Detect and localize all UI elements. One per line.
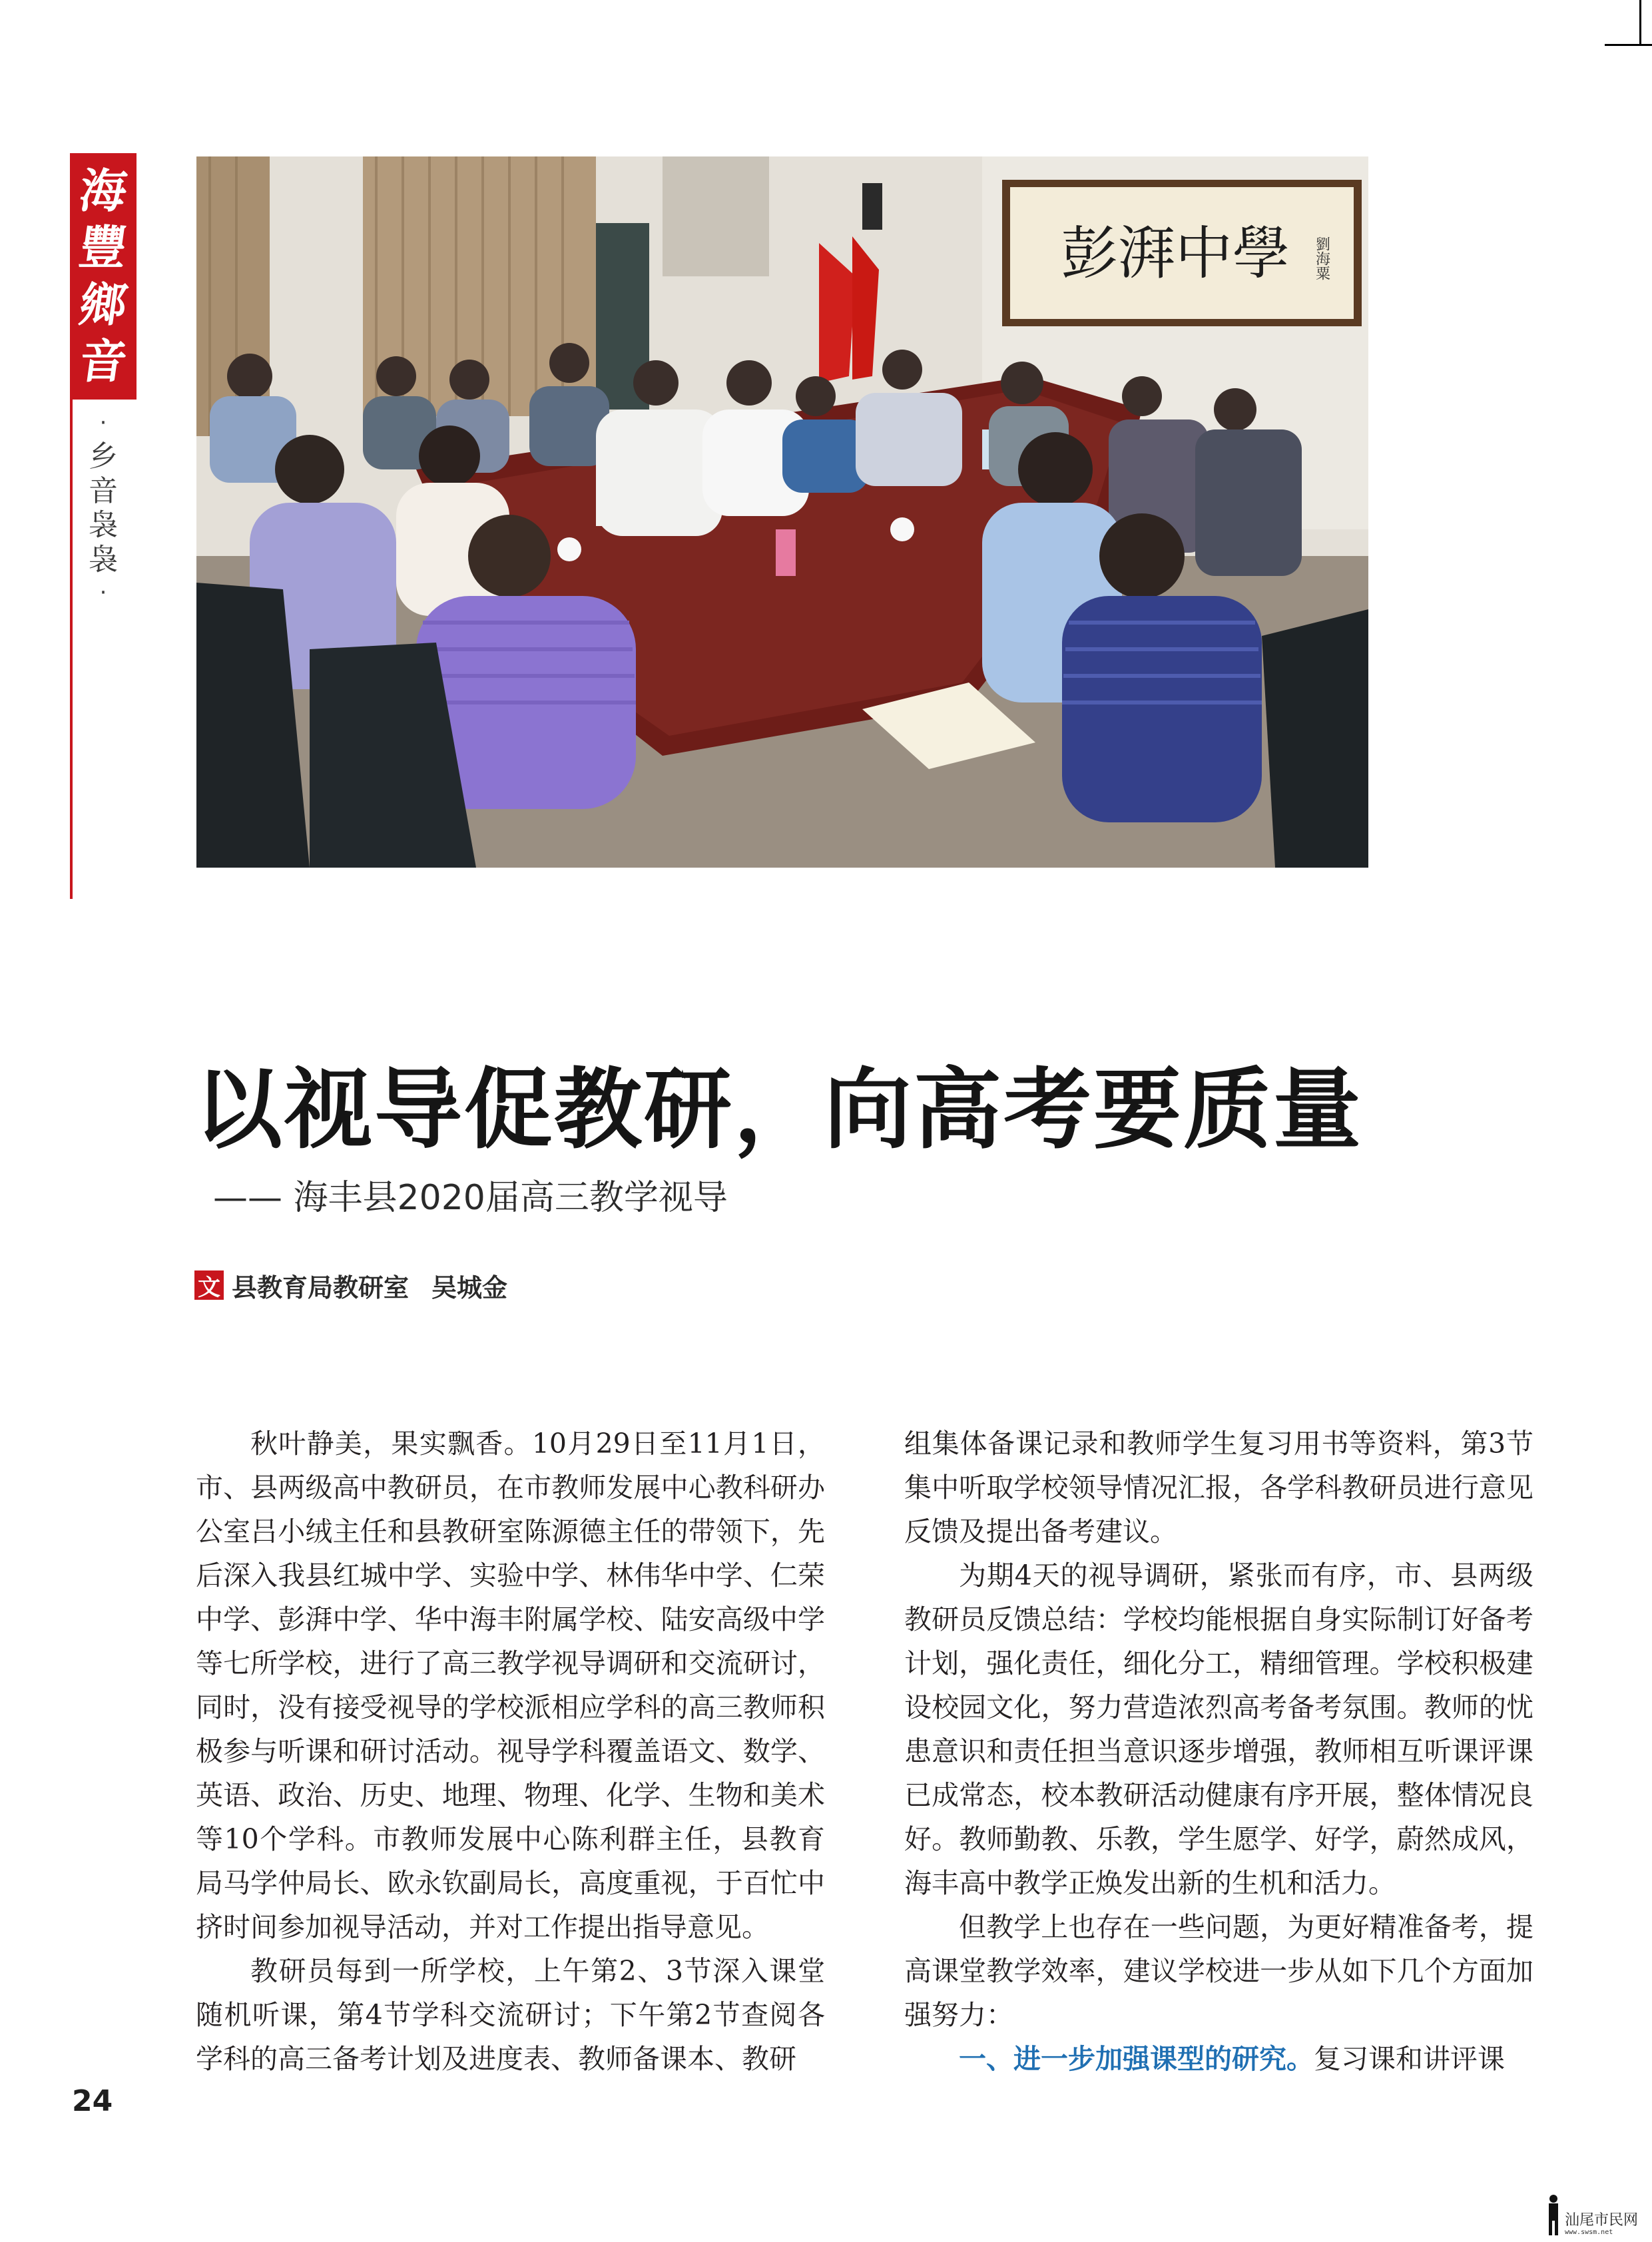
column-char: 乡	[89, 439, 118, 473]
paragraph-continued: 组集体备课记录和教师学生复习用书等资料，第3节集中听取学校领导情况汇报，各学科教研员进行意见反馈及提出备考建议。	[904, 1428, 1533, 1547]
crop-mark-vertical	[1639, 0, 1641, 45]
column-char: 袅	[89, 543, 118, 577]
meeting-photo	[196, 156, 1368, 868]
section-heading: 一、进一步加强课型的研究。	[959, 2043, 1314, 2075]
column-dot: ·	[99, 410, 107, 436]
section-heading-tail: 复习课和讲评课	[1314, 2043, 1505, 2075]
watermark-figure-icon	[1545, 2193, 1562, 2236]
paragraph: 秋叶静美，果实飘香。10月29日至11月1日，市、县两级高中教研员，在市教师发展中心教科研办公室吕小绒主任和县教研室陈源德主任的带领下，先后深入我县红城中学、实验中学、林伟华中学、仁荣中学、彭湃中学、华中海丰附属学校、陆安高级中学等七所学校，进行了高三教学视导调研和交流研讨，同时，没有接受视导的学校派相应学科的高三教师积极参与听课和研讨活动。视导学科覆盖语文、数学、英语、政治、历史、地理、物理、化学、生物和美术等10个学科。市教师发展中心陈利群主任，县教育局马学仲局长、欧永钦副局长，高度重视，于百忙中挤时间参加视导活动，并对工作提出指导意见。	[196, 1428, 825, 1943]
body-column-left	[196, 1422, 825, 2081]
magazine-seal	[70, 153, 137, 400]
body-column-right	[904, 1422, 1533, 2081]
column-char: 音	[89, 473, 118, 508]
paragraph: 教研员每到一所学校，上午第2、3节深入课堂随机听课，第4节学科交流研讨；下午第2节查阅各学科的高三备考计划及进度表、教师备课本、教研	[196, 1955, 825, 2075]
byline-author: 吴城金	[431, 1272, 508, 1302]
banner-signature: 劉海粟	[1313, 236, 1330, 280]
column-char: 袅	[89, 508, 118, 543]
seal-char: 音	[76, 334, 131, 390]
seal-char: 鄉	[76, 276, 131, 332]
byline-mark: 文	[194, 1270, 224, 1300]
watermark-text: 汕尾市民网	[1565, 2211, 1639, 2229]
page-number: 24	[72, 2084, 113, 2118]
paragraph: 为期4天的视导调研，紧张而有序，市、县两级教研员反馈总结：学校均能根据自身实际制订好备考计划，强化责任，细化分工，精细管理。学校积极建设校园文化，努力营造浓烈高考备考氛围。教师的忧患意识和责任担当意识逐步增强，教师相互听课评课已成常态，校本教研活动健康有序开展，整体情况良好。教师勤教、乐教，学生愿学、好学，蔚然成风，海丰高中教学正焕发出新的生机和活力。	[904, 1559, 1533, 1899]
watermark-url: www.swsm.net	[1565, 2229, 1613, 2236]
seal-char: 海	[76, 162, 131, 218]
seal-char: 豐	[76, 220, 131, 276]
article-title: 以视导促教研，向高考要质量	[194, 1059, 1363, 1161]
column-label	[83, 408, 123, 609]
column-dot: ·	[99, 579, 107, 607]
paragraph: 但教学上也存在一些问题，为更好精准备考，提高课堂教学效率，建议学校进一步从如下几个方面加强努力：	[904, 1911, 1533, 2031]
site-watermark	[1545, 2191, 1645, 2236]
article-subtitle: —— 海丰县2020届高三教学视导	[213, 1178, 728, 1218]
paragraph-section-heading	[904, 2037, 1533, 2081]
crop-mark-horizontal	[1605, 44, 1652, 46]
banner-calligraphy: 彭湃中學	[1061, 220, 1290, 287]
byline	[194, 1268, 507, 1302]
byline-org: 县教育局教研室	[232, 1272, 410, 1302]
